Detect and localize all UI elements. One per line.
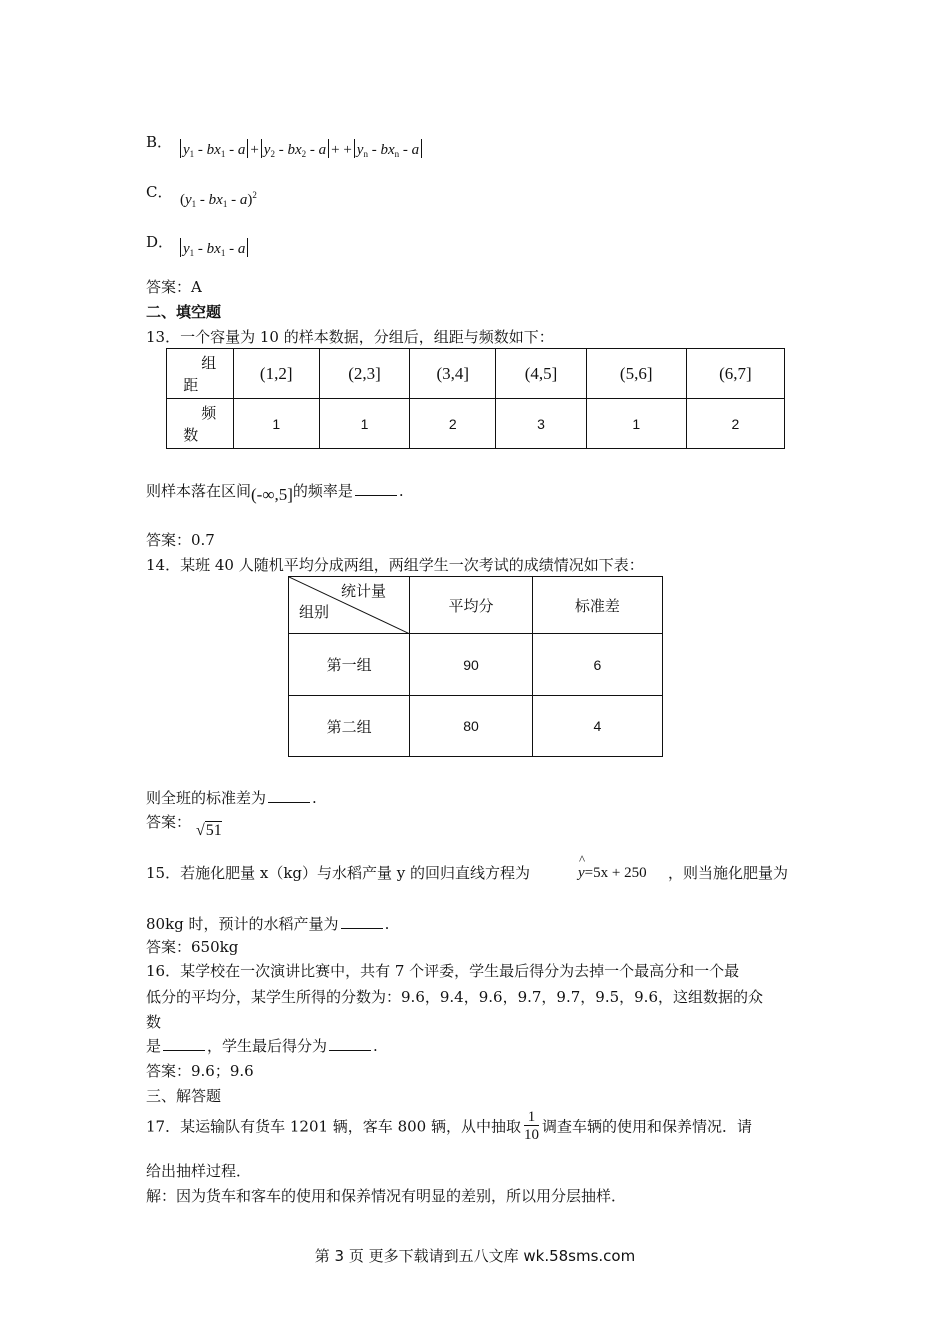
q14-question-text: 则全班的标准差为 (146, 789, 267, 807)
q13-freq-cell: 1 (319, 399, 409, 449)
q14-row-mean: 90 (410, 634, 532, 696)
q14-corner-cell (289, 577, 410, 634)
q14-answer-blank (268, 790, 310, 803)
q14-text: 14．某班 40 人随机平均分成两组，两组学生一次考试的成绩情况如下表： (146, 556, 644, 574)
q14-corner-bottom: 组别 (299, 603, 330, 621)
q16-line1: 16．某学校在一次演讲比赛中，共有 7 个评委，学生最后得分为去掉一个最高分和一个最 (146, 962, 740, 980)
q16-line4-mid: ，学生最后得分为 (207, 1037, 328, 1055)
q14-col-mean: 平均分 (410, 577, 532, 634)
q13-header-group-1: 组 (201, 353, 217, 372)
option-d (146, 231, 173, 252)
q15-equation: ^ y=5x + 250 (578, 852, 647, 881)
q13-header-freq-2: 数 (183, 425, 199, 444)
q13-header-group (167, 349, 234, 399)
q14-table (288, 576, 663, 757)
q15-answer-blank (341, 916, 383, 929)
option-b (146, 131, 172, 152)
option-b-formula: $y_1 - bx_1 - a + y_2 - bx_2 - a$ + + $y_n - bx_n$ - a (178, 139, 424, 159)
option-c-label: C． (146, 183, 173, 201)
q16-line3: 数 (146, 1013, 162, 1031)
q15-line1 (146, 862, 530, 883)
q14-corner-top: 统计量 (341, 582, 387, 600)
q13-freq-cell: 1 (586, 399, 686, 449)
q14-answer-label: 答案： (146, 813, 192, 831)
q13-interval-cell: (1,2] (233, 349, 319, 399)
q13-interval-cell: (6,7] (686, 349, 784, 399)
q15-answer: 答案：650kg (146, 938, 239, 956)
q14-row-name: 第二组 (289, 696, 410, 757)
section3-title: 三、解答题 (146, 1087, 222, 1105)
q17-frac-num: 1 (527, 1109, 536, 1125)
q17-frac-den: 10 (523, 1127, 539, 1143)
q15-line2-text: 80kg 时，预计的水稻产量为 (146, 915, 339, 933)
q16-answer: 答案：9.6；9.6 (146, 1062, 254, 1080)
option-d-label: D． (146, 233, 174, 251)
q13-interval-cell: (2,3] (319, 349, 409, 399)
q13-freq-cell: 3 (496, 399, 586, 449)
section2-title: 二、填空题 (146, 303, 222, 321)
q15-line2-end: . (384, 915, 390, 933)
q14-row-mean: 80 (410, 696, 532, 757)
q13-freq-cell: 2 (686, 399, 784, 449)
q13-question-pre: 则样本落在区间 (146, 482, 252, 500)
q12-answer: 答案：A (146, 278, 202, 296)
q13-header-freq-1: 频 (201, 403, 217, 422)
option-b-label: B． (146, 133, 173, 151)
q17-fraction (524, 1109, 539, 1143)
q17-text-pre: 17．某运输队有货车 1201 辆，客车 800 辆，从中抽取 (146, 1117, 521, 1136)
q16-line4-end: . (373, 1037, 378, 1055)
q14-row-std: 4 (532, 696, 662, 757)
q15-text-post: ，则当施化肥量为 (668, 864, 789, 882)
q17-line2: 给出抽样过程． (146, 1162, 252, 1180)
q14-question-end: . (312, 789, 317, 807)
q13-freq-cell: 2 (410, 399, 496, 449)
q17-solution: 解：因为货车和客车的使用和保养情况有明显的差别，所以用分层抽样． (146, 1187, 627, 1205)
q15-equation-rhs: =5x + 250 (584, 865, 647, 881)
q13-header-group-2: 距 (183, 375, 199, 394)
q13-interval-cell: (5,6] (586, 349, 686, 399)
q14-answer-value: 51 (205, 822, 222, 839)
q13-table (166, 348, 785, 449)
q17-text-post: 调查车辆的使用和保养情况．请 (541, 1117, 752, 1136)
q16-blank-1 (163, 1038, 205, 1051)
q14-row-std: 6 (532, 634, 662, 696)
q13-question-interval: (-∞,5] (251, 485, 293, 504)
q16-blank-2 (329, 1038, 371, 1051)
q13-question (146, 480, 404, 505)
page-footer: 第 3 页 更多下载请到五八文库 wk.58sms.com (314, 1247, 636, 1265)
q13-text: 13．一个容量为 10 的样本数据，分组后，组距与频数如下： (146, 328, 554, 346)
q13-question-post: 的频率是 (292, 482, 353, 500)
q16-line4 (146, 1035, 378, 1056)
q13-interval-cell: (4,5] (496, 349, 586, 399)
q13-interval-cell: (3,4] (410, 349, 496, 399)
q14-row-name: 第一组 (289, 634, 410, 696)
option-d-formula: $y_1 - bx_1$ - a (178, 238, 250, 258)
hat-icon: ^ (579, 852, 586, 867)
q13-header-freq (167, 399, 234, 449)
q17-line1 (146, 1109, 752, 1143)
q15-line2 (146, 913, 389, 934)
q13-question-end: . (398, 482, 404, 500)
q16-line4-pre: 是 (146, 1037, 162, 1055)
q13-answer-blank (355, 483, 397, 496)
q14-answer-sqrt: √51 (196, 822, 222, 839)
q13-answer: 答案：0.7 (146, 531, 215, 549)
q14-question (146, 787, 317, 808)
q15-text-pre: 15．若施化肥量 x（kg）与水稻产量 y 的回归直线方程为 (146, 864, 531, 882)
q16-line2: 低分的平均分，某学生所得的分数为：9.6，9.4，9.6，9.7，9.7，9.5，9.6，这组数据的众 (146, 988, 763, 1006)
q13-freq-cell: 1 (233, 399, 319, 449)
q14-col-std: 标准差 (532, 577, 662, 634)
option-c (146, 181, 172, 202)
option-c-formula: $(y_1 - bx_1 - a)^2$ (180, 190, 257, 209)
